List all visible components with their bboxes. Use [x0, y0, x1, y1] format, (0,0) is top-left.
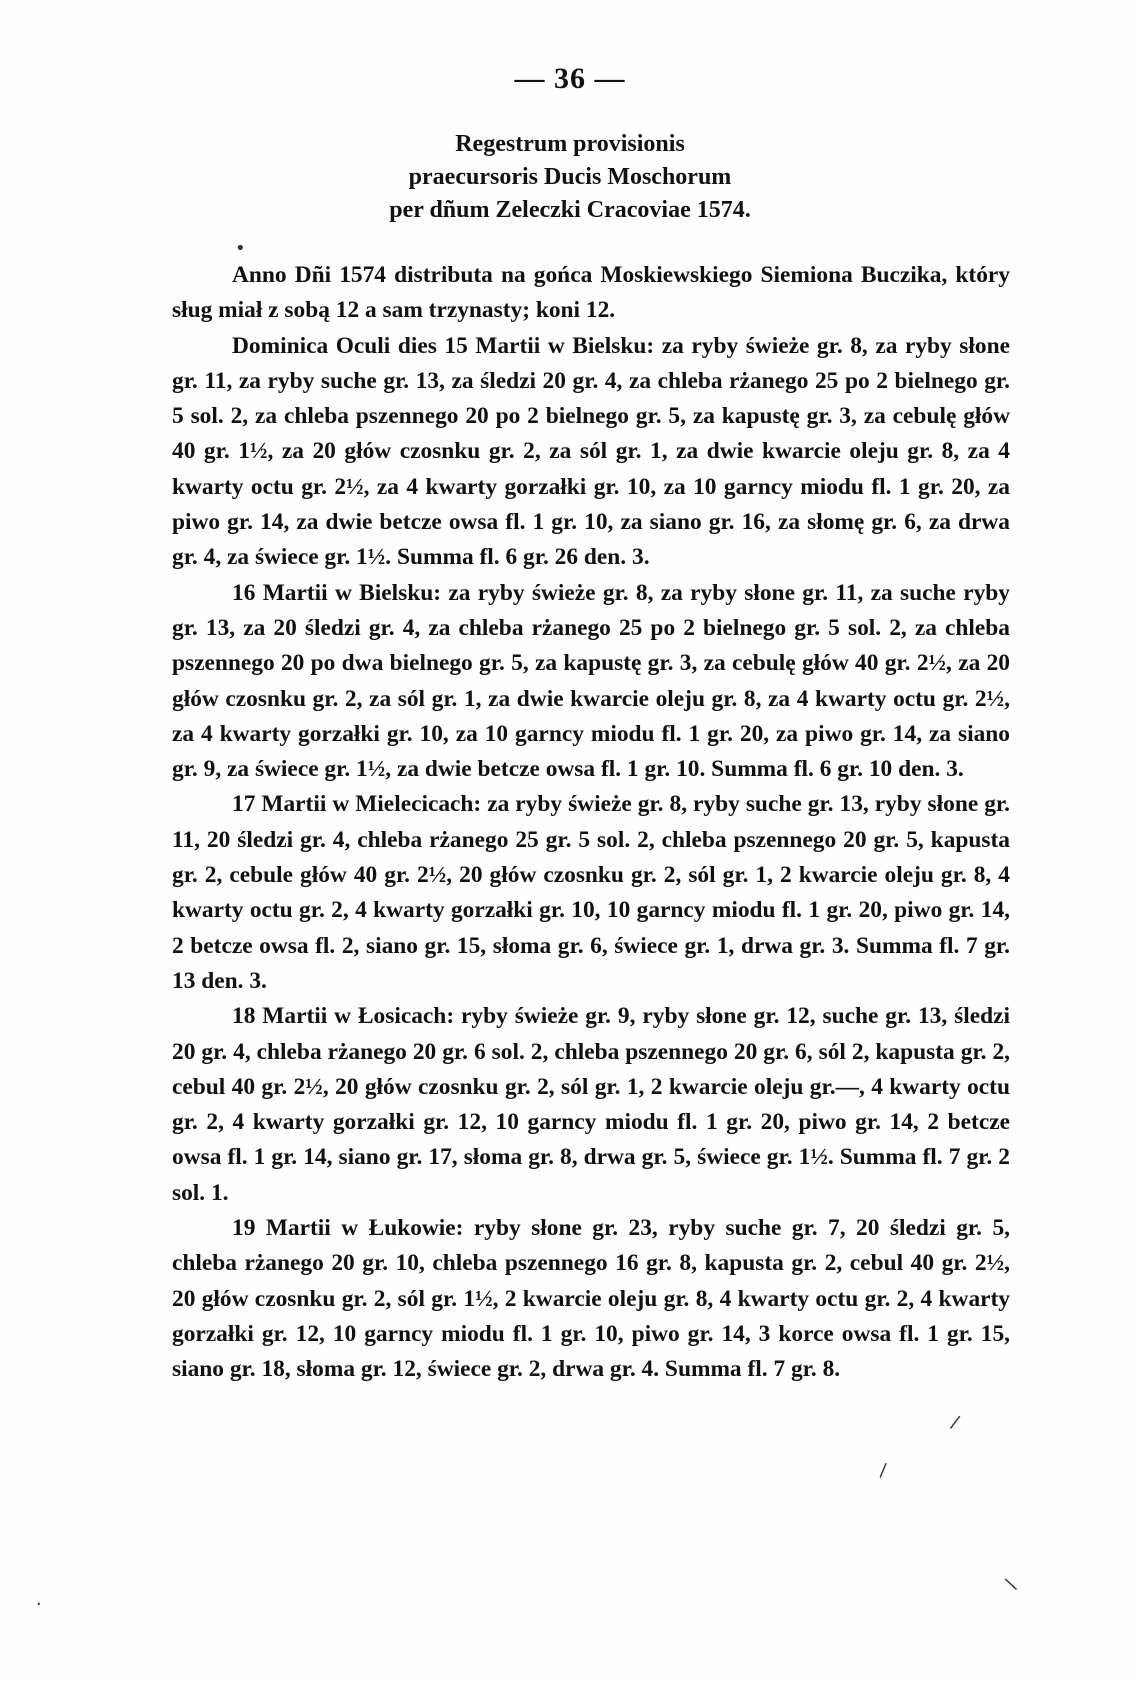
entry-18-martii: 18 Martii w Łosicach: ryby świeże gr. 9, ryby słone gr. 12, suche gr. 13, śledzi 20 gr. 4, chleba rżanego 20 gr. 6 sol. 2, chleba pszennego 20 gr. 6, sól 2, kapusta gr. 2, cebul 40 gr. 2½, 20 głów czosnku gr. 2, sól gr. 1, 2 kwarcie oleju gr.—, 4 kwarty octu gr. 2, 4 kwarty gorzałki gr. 12, 10 garncy miodu fl. 1 gr. 20, piwo gr. 14, 2 betcze owsa fl. 1 gr. 14, siano gr. 17, słoma gr. 8, drwa gr. 5, świece gr. 1½. Summa fl. 7 gr. 2 sol. 1.: [172, 1003, 1010, 1206]
register-entries: [172, 258, 1010, 1388]
entry-19-martii: 19 Martii w Łukowie: ryby słone gr. 23, ryby suche gr. 7, 20 śledzi gr. 5, chleba rżanego 20 gr. 10, chleba pszennego 16 gr. 8, kapusta gr. 2, cebul 40 gr. 2½, 20 głów czosnku gr. 2, sól gr. 1½, 2 kwarcie oleju gr. 8, 4 kwarty octu gr. 2, 4 kwarty gorzałki gr. 12, 10 garncy miodu fl. 1 gr. 10, piwo gr. 14, 3 korce owsa fl. 1 gr. 15, siano gr. 18, słoma gr. 12, świece gr. 2, drwa gr. 4. Summa fl. 7 gr. 8.: [172, 1215, 1010, 1383]
page-number: — 36 —: [514, 62, 626, 95]
heading-line-1: Regestrum provisionis: [455, 131, 685, 157]
entry-17-martii: 17 Martii w Mielecicach: za ryby świeże gr. 8, ryby suche gr. 13, ryby słone gr. 11, 20 śledzi gr. 4, chleba rżanego 25 gr. 5 sol. 2, chleba pszennego 20 gr. 5, kapusta gr. 2, cebule głów 40 gr. 2½, 20 głów czosnku gr. 2, sól gr. 1, 2 kwarcie oleju gr. 8, 4 kwarty octu gr. 2, 4 kwarty gorzałki gr. 10, 10 garncy miodu fl. 1 gr. 20, piwo gr. 14, 2 betcze owsa fl. 2, siano gr. 15, słoma gr. 6, świece gr. 1, drwa gr. 3. Summa fl. 7 gr. 13 den. 3.: [172, 791, 1010, 994]
print-speck: \: [873, 1460, 893, 1481]
print-speck: ·: [36, 1594, 42, 1615]
print-speck: •: [235, 238, 246, 259]
print-speck: /: [948, 1411, 962, 1434]
entry-15-martii: Dominica Oculi dies 15 Martii w Bielsku: za ryby świeże gr. 8, za ryby słone gr. 11, za ryby suche gr. 13, za śledzi 20 gr. 4, za chleba rżanego 25 po 2 bielnego gr. 5 sol. 2, za chleba pszennego 20 po 2 bielnego gr. 5, za kapustę gr. 3, za cebulę głów 40 gr. 1½, za 20 głów czosnku gr. 2, za sól gr. 1, za dwie kwarcie oleju gr. 8, za 4 kwarty octu gr. 2½, za 4 kwarty gorzałki gr. 10, za 10 garncy miodu fl. 1 gr. 20, za piwo gr. 14, za dwie betcze owsa fl. 1 gr. 10, za siano gr. 16, za słomę gr. 6, za drwa gr. 4, za świece gr. 1½. Summa fl. 6 gr. 26 den. 3.: [172, 332, 1010, 571]
document-heading: [170, 128, 970, 227]
heading-line-3: per dñum Zeleczki Cracoviae 1574.: [389, 197, 751, 223]
entry-16-martii: 16 Martii w Bielsku: za ryby świeże gr. 8, za ryby słone gr. 11, za suche ryby gr. 13, za 20 śledzi gr. 4, za chleba rżanego 25 po 2 bielnego gr. 5 sol. 2, za chleba pszennego 20 po dwa bielnego gr. 5, za kapustę gr. 3, za cebulę głów 40 gr. 2½, za 20 głów czosnku gr. 2, za sól gr. 1, za dwie kwarcie oleju gr. 8, za 4 kwarty octu gr. 2½, za 4 kwarty gorzałki gr. 10, za 10 garncy miodu fl. 1 gr. 20, za piwo gr. 14, za siano gr. 9, za świece gr. 1½, za dwie betcze owsa fl. 1 gr. 10. Summa fl. 6 gr. 10 den. 3.: [172, 579, 1010, 783]
entry-intro: Anno Dñi 1574 distributa na gońca Moskiewskiego Siemiona Buczika, który sług miał z sobą 12 a sam trzynasty; koni 12.: [172, 262, 1010, 324]
heading-line-2: praecursoris Ducis Moschorum: [408, 164, 732, 190]
print-speck: \: [1003, 1573, 1019, 1596]
